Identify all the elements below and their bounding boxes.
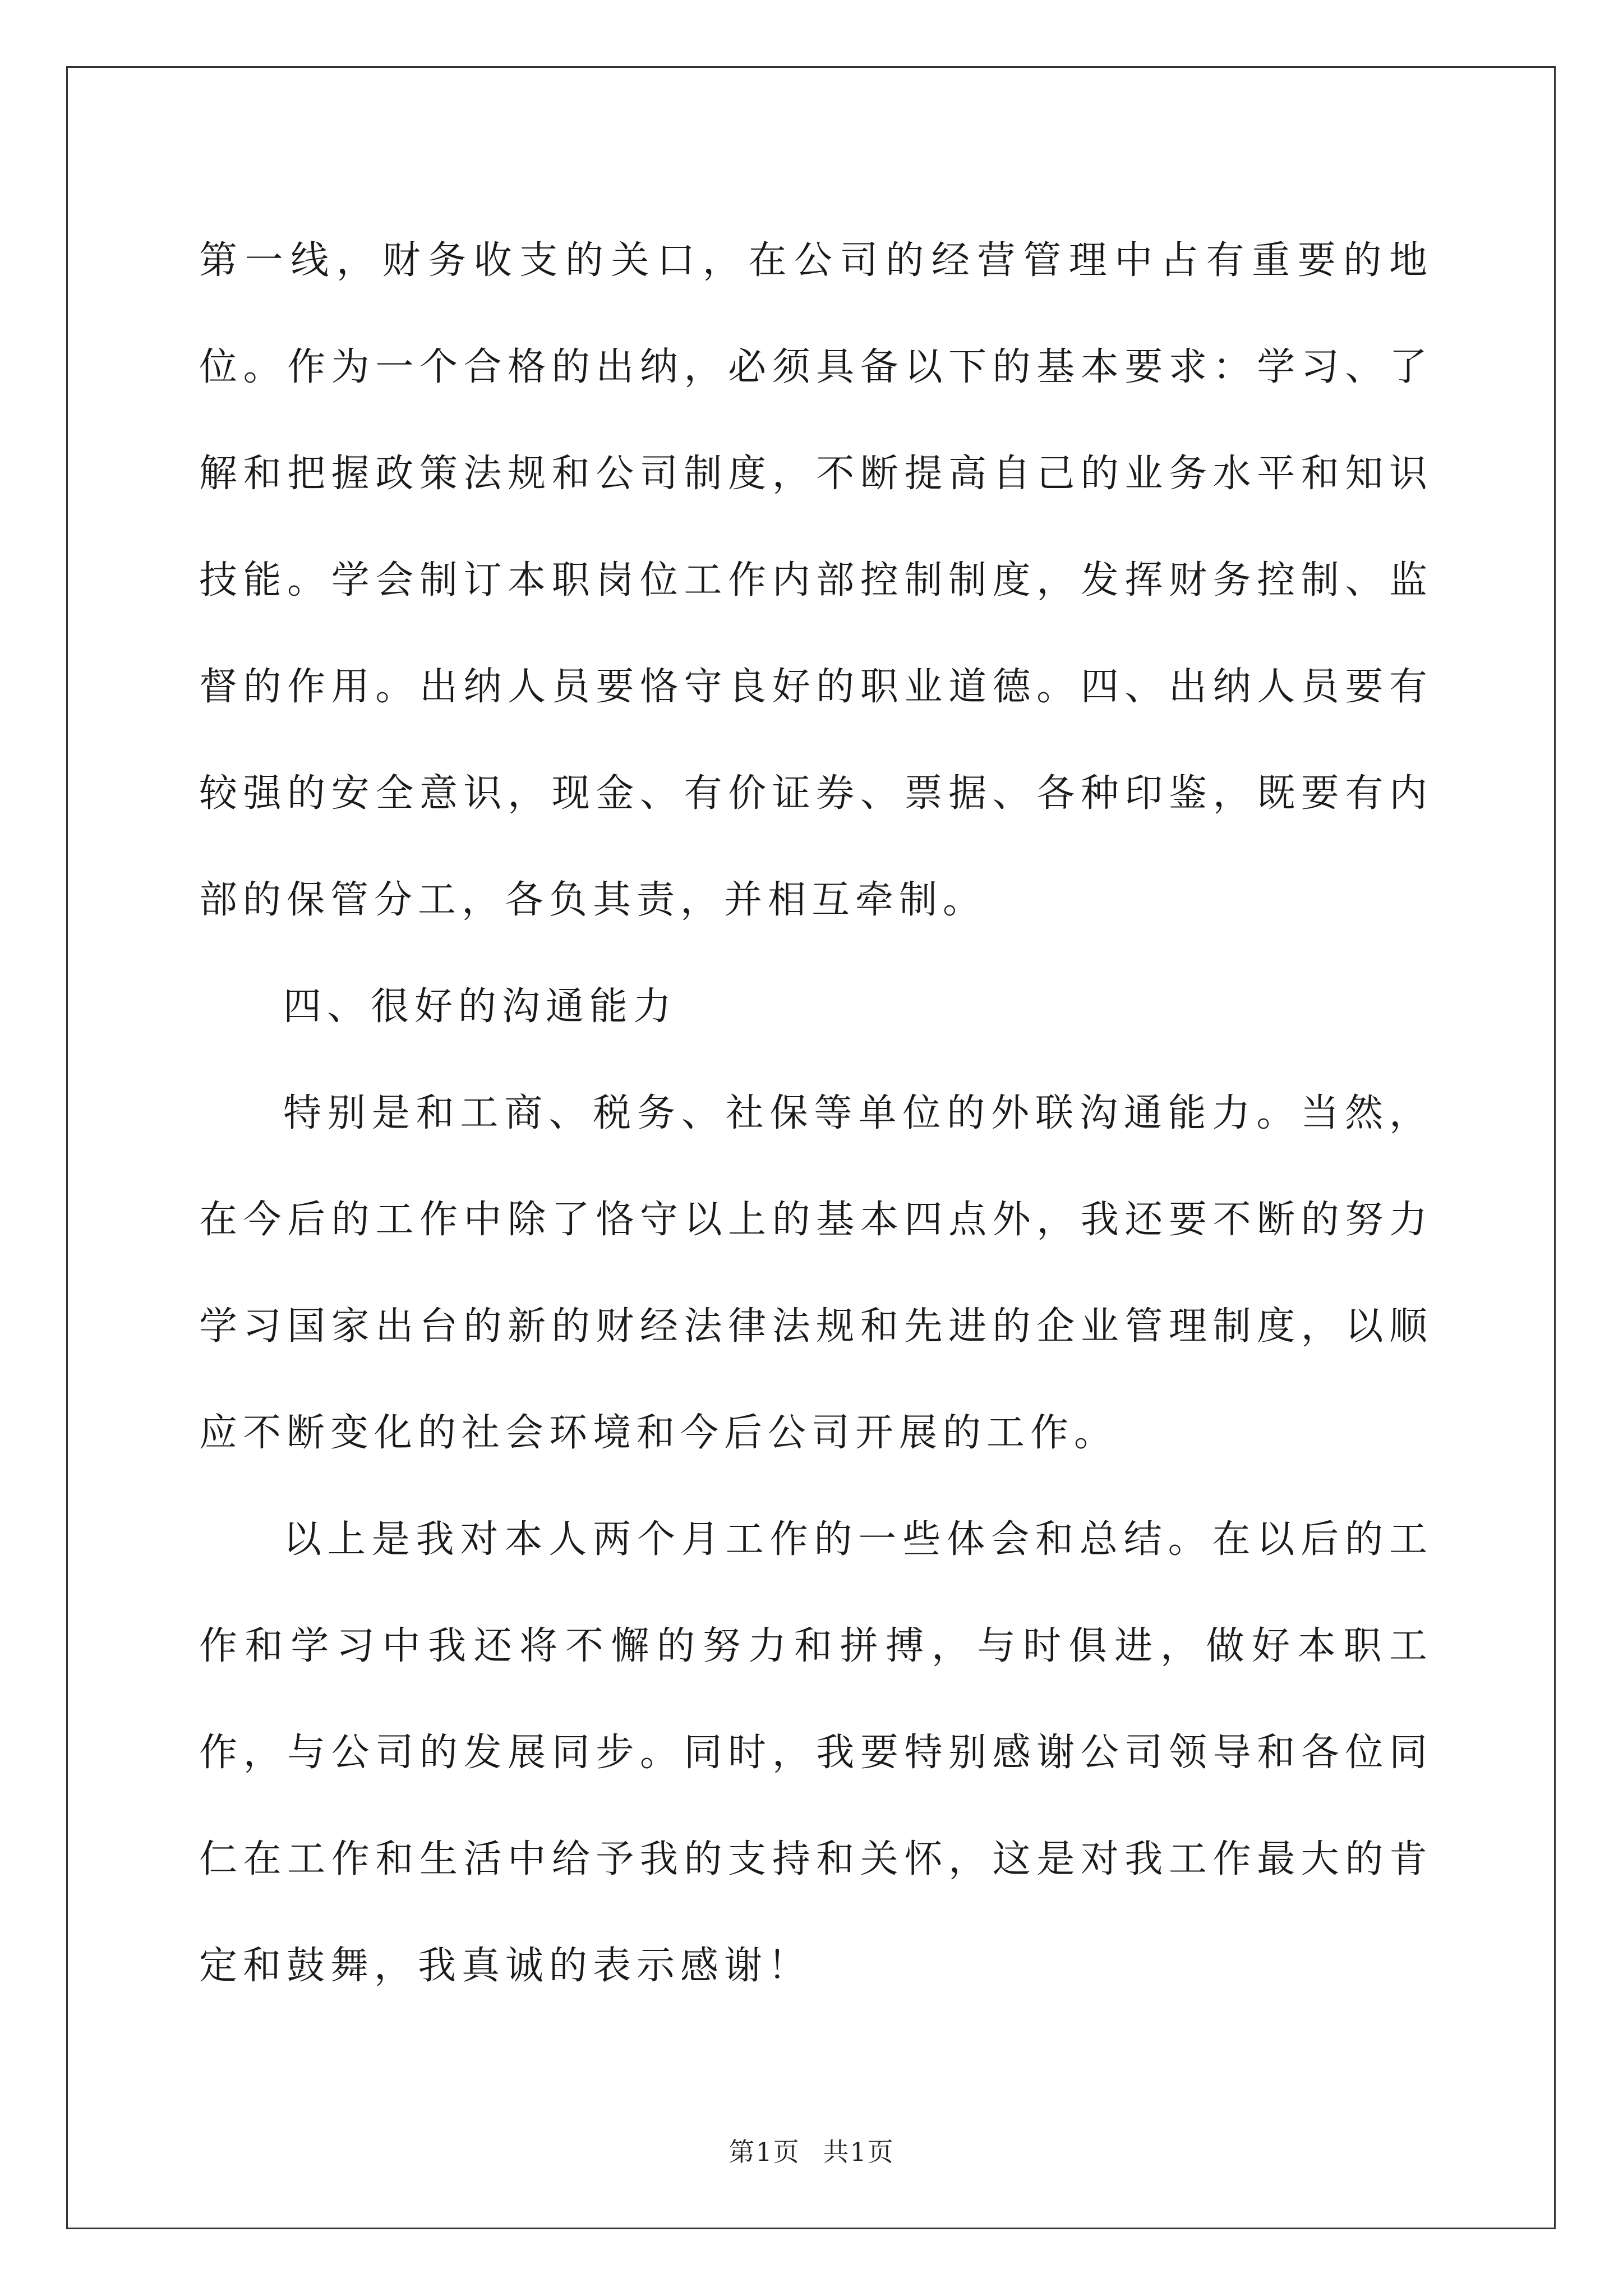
page-footer [0,2132,1623,2169]
page-number-current: 第1页 [728,2137,800,2167]
document-body [199,208,1433,2019]
paragraph-2: 特别是和工商、税务、社保等单位的外联沟通能力。当然，在今后的工作中除了恪守以上的基本四点外，我还要不断的努力学习国家出台的新的财经法律法规和先进的企业管理制度，以顺应不断变化的社会环境和今后公司开展的工作。 [199,1091,1433,1455]
section-heading: 四、很好的沟通能力 [283,984,677,1029]
paragraph-3: 以上是我对本人两个月工作的一些体会和总结。在以后的工作和学习中我还将不懈的努力和拼搏，与时俱进，做好本职工作，与公司的发展同步。同时，我要特别感谢公司领导和各位同仁在工作和生活中给予我的支持和关怀，这是对我工作最大的肯定和鼓舞，我真诚的表示感谢！ [199,1517,1433,1988]
page-number-total: 共1页 [823,2137,895,2167]
paragraph-1: 第一线，财务收支的关口，在公司的经营管理中占有重要的地位。作为一个合格的出纳，必须具备以下的基本要求：学习、了解和把握政策法规和公司制度，不断提高自己的业务水平和知识技能。学会制订本职岗位工作内部控制制度，发挥财务控制、监督的作用。出纳人员要恪守良好的职业道德。四、出纳人员要有较强的安全意识，现金、有价证券、票据、各种印鉴，既要有内部的保管分工，各负其责，并相互牵制。 [199,238,1433,922]
